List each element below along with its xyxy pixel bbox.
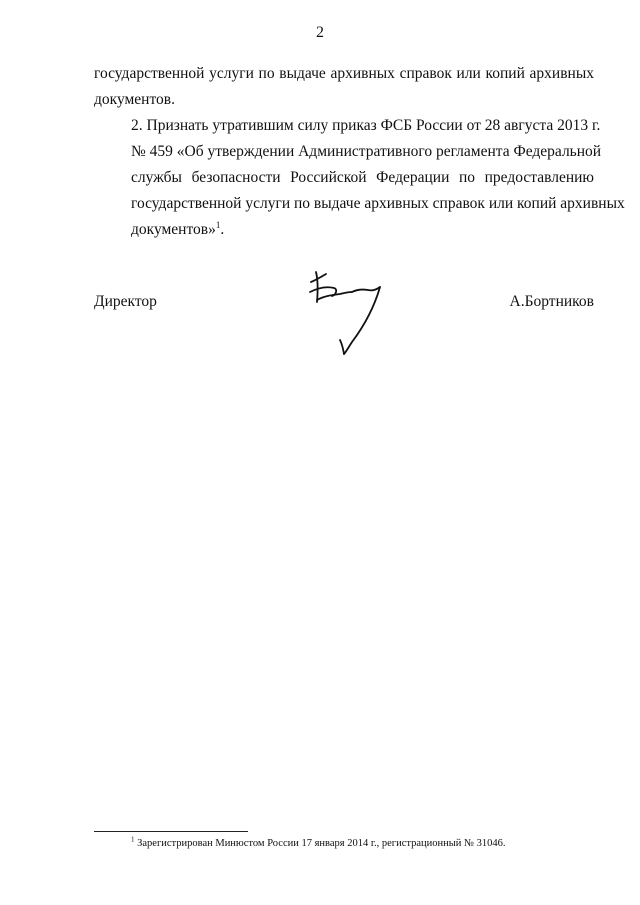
text-line: 2. Признать утратившим силу приказ ФСБ России от 28 августа 2013 г. xyxy=(131,117,601,134)
text-line: государственной услуги по выдаче архивных справок или копий архивных xyxy=(94,65,594,82)
text-line-last xyxy=(94,217,594,243)
signer-name: А.Бортников xyxy=(509,293,594,310)
footnote-marker: 1 xyxy=(131,835,135,844)
paragraph-continuation xyxy=(94,61,594,113)
text-line: службы безопасности Российской Федерации по предоставлению xyxy=(131,169,594,186)
end-punctuation: . xyxy=(220,221,225,238)
signer-title: Директор xyxy=(94,293,157,310)
page-number: 2 xyxy=(316,24,324,41)
text-line: документов. xyxy=(94,91,175,108)
footnote-separator xyxy=(94,831,248,832)
footnote xyxy=(131,835,506,849)
text-line: № 459 «Об утверждении Административного регламента Федеральной xyxy=(131,143,602,160)
paragraph-repeal-order xyxy=(94,113,625,243)
text-line-content: документов» xyxy=(131,221,216,238)
handwritten-signature xyxy=(306,268,392,360)
footnote-reference: 1 xyxy=(215,219,221,230)
footnote-text: Зарегистрирован Минюстом России 17 января 2014 г., регистрационный № 31046. xyxy=(137,838,506,849)
text-line: государственной услуги по выдаче архивных справок или копий архивных xyxy=(131,195,625,212)
